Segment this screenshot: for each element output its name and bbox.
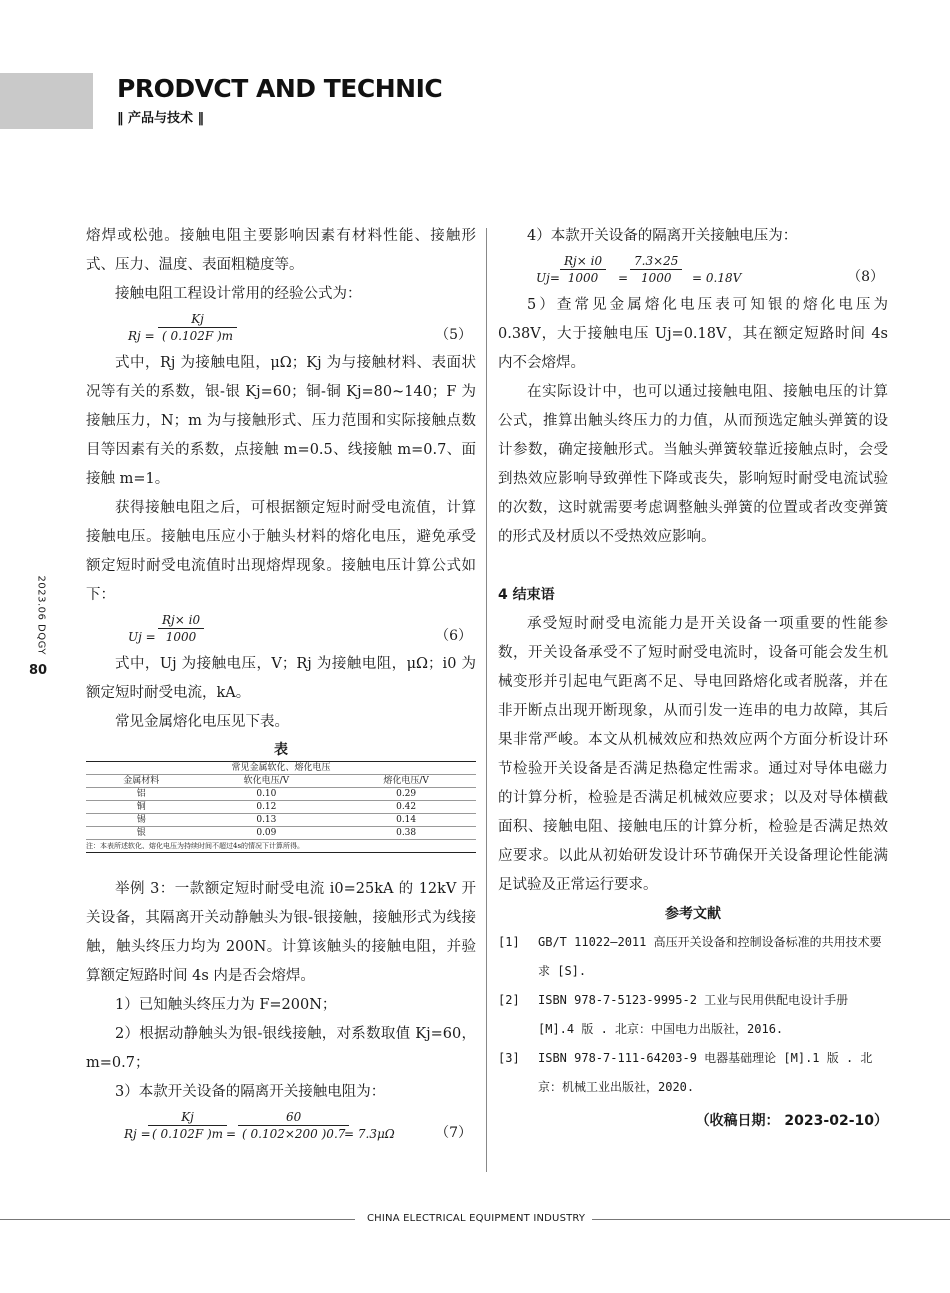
paragraph: 常见金属熔化电压见下表。 — [115, 714, 289, 730]
paragraph: 式中，Uj 为接触电压，V；Rj 为接触电阻，μΩ；i0 为额定短时耐受电流，kA。 — [86, 656, 476, 701]
reference-item — [498, 1044, 888, 1102]
formula-lhs: Uj = — [128, 630, 156, 644]
paragraph: 3）本款开关设备的隔离开关接触电阻为： — [115, 1084, 386, 1100]
reference-index: [1] — [498, 935, 520, 949]
table-row — [86, 801, 476, 814]
received-date: （收稿日期： 2023-02-10） — [695, 1113, 888, 1129]
table-cell: 0.42 — [336, 801, 476, 814]
section-subtitle: ‖ 产品与技术 ‖ — [117, 111, 205, 126]
reference-text: GB/T 11022—2011 高压开关设备和控制设备标准的共用技术要求 [S]. — [538, 935, 882, 978]
paragraph: 接触电阻工程设计常用的经验公式为： — [115, 286, 362, 302]
table-cell: 0.38 — [336, 827, 476, 840]
numerator: Kj — [148, 1109, 227, 1126]
reference-item — [498, 928, 888, 986]
table-row — [86, 814, 476, 827]
paragraph: 举例 3：一款额定短时耐受电流 i0=25kA 的 12kV 开关设备，其隔离开关动静触头为银-银接触，接触形式为线接触，触头终压力均为 200N。计算该触头的接触电阻，并验算额定短路时间 4s 内是否会熔焊。 — [86, 881, 476, 984]
issue-label: 2023.06 DQGY — [35, 575, 47, 655]
paragraph: 熔焊或松弛。接触电阻主要影响因素有材料性能、接触形式、压力、温度、表面粗糙度等。 — [86, 228, 476, 273]
numerator: 60 — [238, 1109, 349, 1126]
fraction — [630, 253, 682, 286]
header-gray-block — [0, 73, 93, 129]
formula-result: = 0.18V — [692, 271, 742, 285]
paragraph: 2）根据动静触头为银-银线接触，对系数取值 Kj=60，m=0.7； — [86, 1026, 476, 1071]
formula-8 — [498, 251, 888, 291]
equation-number: （6） — [435, 628, 472, 644]
table-cell: 0.13 — [197, 814, 337, 827]
equation-number: （8） — [847, 269, 884, 285]
column-divider — [486, 228, 487, 1172]
formula-7 — [86, 1107, 476, 1147]
formula-lhs: Uj= — [536, 271, 560, 285]
table-note: 注：本表所述软化、熔化电压为持续时间不超过4s的情况下计算所得。 — [86, 840, 476, 853]
section-heading: 4 结束语 — [498, 587, 555, 603]
paragraph: 5）查常见金属熔化电压表可知银的熔化电压为 0.38V，大于接触电压 Uj=0.18V，其在额定短路时间 4s 内不会熔焊。 — [498, 297, 888, 371]
table-cell: 锡 — [86, 814, 197, 827]
formula-lhs: Rj = — [124, 1127, 151, 1141]
paragraph: 1）已知触头终压力为 F=200N； — [115, 997, 337, 1013]
table-header: 熔化电压/V — [336, 775, 476, 788]
fraction — [158, 311, 237, 344]
table-cell: 铝 — [86, 788, 197, 801]
footer-text: CHINA ELECTRICAL EQUIPMENT INDUSTRY — [367, 1213, 586, 1224]
numerator: Kj — [158, 311, 237, 328]
formula-result: = 7.3μΩ — [344, 1127, 395, 1141]
table-row — [86, 788, 476, 801]
fraction — [148, 1109, 227, 1142]
table-cell: 0.09 — [197, 827, 337, 840]
table-caption: 常见金属软化、熔化电压 — [86, 762, 476, 775]
section-title: PRODVCT AND TECHNIC — [117, 74, 443, 103]
table-cell: 0.10 — [197, 788, 337, 801]
right-column — [498, 222, 888, 1136]
fraction — [238, 1109, 349, 1142]
references-title: 参考文献 — [665, 906, 721, 922]
table-cell: 0.29 — [336, 788, 476, 801]
reference-text: ISBN 978-7-5123-9995-2 工业与民用供配电设计手册 [M].4 版 . 北京：中国电力出版社，2016. — [538, 993, 849, 1036]
reference-index: [3] — [498, 1051, 520, 1065]
metal-voltage-table — [86, 761, 476, 853]
denominator: 1000 — [165, 630, 197, 644]
table-row — [86, 827, 476, 840]
equals-sign: = — [618, 271, 629, 285]
table-header: 金属材料 — [86, 775, 197, 788]
reference-item — [498, 986, 888, 1044]
table-cell: 银 — [86, 827, 197, 840]
equation-number: （5） — [435, 327, 472, 343]
denominator: ( 0.102F )m — [162, 329, 234, 343]
equals-sign: = — [226, 1127, 237, 1141]
denominator: ( 0.102×200 )0.7 — [242, 1127, 346, 1141]
table-title: 表 — [274, 742, 288, 758]
numerator: Rj× i0 — [158, 612, 204, 629]
numerator: 7.3×25 — [630, 253, 682, 270]
denominator: 1000 — [567, 271, 599, 285]
numerator: Rj× i0 — [560, 253, 606, 270]
footer-rule-left — [0, 1219, 355, 1220]
footer-rule-right — [592, 1219, 950, 1220]
table-header: 软化电压/V — [197, 775, 337, 788]
fraction — [560, 253, 606, 286]
formula-6 — [86, 610, 476, 650]
paragraph: 4）本款开关设备的隔离开关接触电压为： — [527, 228, 798, 244]
reference-text: ISBN 978-7-111-64203-9 电器基础理论 [M].1 版 . 北京：机械工业出版社，2020. — [538, 1051, 873, 1094]
formula-lhs: Rj = — [128, 329, 155, 343]
page-number: 80 — [29, 663, 48, 678]
paragraph: 承受短时耐受电流能力是开关设备一项重要的性能参数，开关设备承受不了短时耐受电流时，设备可能会发生机械变形并引起电气距离不足、导电回路熔化或者脱落，并在非开断点出现开断现象，从而引发一连串的电力故障，其后果非常严峻。本文从机械效应和热效应两个方面分析设计环节检验开关设备是否满足热稳定性需求。通过对导体电磁力的计算分析，检验是否满足机械效应要求；以及对导体横截面积、接触电阻、接触电压的计算分析，检验是否满足热效应要求。以此从初始研发设计环节确保开关设备理论性能满足试验及正常运行要求。 — [498, 616, 888, 893]
left-column — [86, 222, 476, 1147]
paragraph: 获得接触电阻之后，可根据额定短时耐受电流值，计算接触电压。接触电压应小于触头材料的熔化电压，避免承受额定短时耐受电流值时出现熔焊现象。接触电压计算公式如下： — [86, 500, 476, 603]
table-cell: 铜 — [86, 801, 197, 814]
table-cell: 0.14 — [336, 814, 476, 827]
paragraph: 在实际设计中，也可以通过接触电阻、接触电压的计算公式，推算出触头终压力的力值，从而预选定触头弹簧的设计参数，确定接触形式。当触头弹簧较靠近接触点时，会受到热效应影响导致弹性下降或丧失，影响短时耐受电流试验的次数，这时就需要考虑调整触头弹簧的位置或者改变弹簧的形式及材质以不受热效应影响。 — [498, 384, 888, 545]
denominator: 1000 — [640, 271, 672, 285]
equation-number: （7） — [435, 1125, 472, 1141]
reference-index: [2] — [498, 993, 520, 1007]
paragraph: 式中，Rj 为接触电阻，μΩ；Kj 为与接触材料、表面状况等有关的系数，银-银 Kj=60；铜-铜 Kj=80~140；F 为接触压力，N；m 为与接触形式、压力范围和实际接触点数目等因素有关的系数，点接触 m=0.5、线接触 m=0.7、面接触 m=1。 — [86, 355, 476, 487]
formula-5 — [86, 309, 476, 349]
denominator: ( 0.102F )m — [152, 1127, 224, 1141]
fraction — [158, 612, 204, 645]
table-cell: 0.12 — [197, 801, 337, 814]
